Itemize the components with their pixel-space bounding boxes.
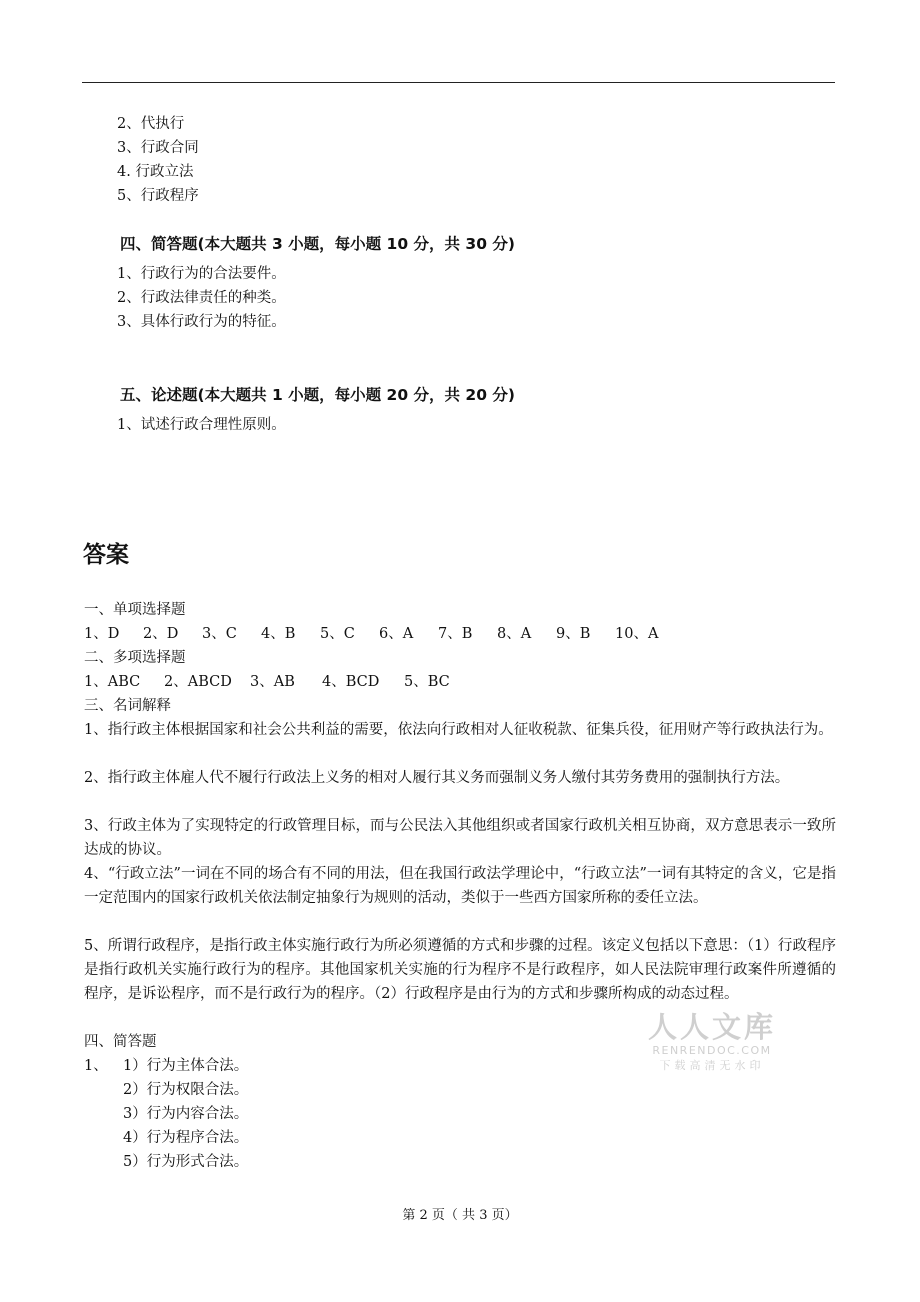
term-answer-1: 1、指行政主体根据国家和社会公共利益的需要，依法向行政相对人征收税款、征集兵役，征用财产等行政执法行为。 [84, 722, 833, 738]
single-answer: 7、B [438, 626, 473, 642]
single-answer: 4、B [261, 626, 296, 642]
section-5-question-1: 1、试述行政合理性原则。 [117, 417, 286, 433]
term-answer-3: 3、行政主体为了实现特定的行政管理目标，而与公民法入其他组织或者国家行政机关相互协商，双方意思表示一致所达成的协议。 [84, 818, 836, 858]
watermark-subtitle: 下载高清无水印 [659, 1059, 765, 1072]
term-answer-5: 5、所谓行政程序，是指行政主体实施行政行为所必须遵循的方式和步骤的过程。该定义包括以下意思：（1）行政程序是指行政机关实施行政行为的程序。其他国家机关实施的行为程序不是行政程序，如人民法院审理行政案件所遵循的程序，是诉讼程序，而不是行政行为的程序。（2）行政程序是由行为的方式和步骤所构成的动态过程。 [84, 938, 836, 1002]
short-answer-point: 3）行为内容合法。 [123, 1106, 249, 1122]
section-4-title: 四、简答题(本大题共 3 小题，每小题 10 分，共 30 分) [120, 235, 515, 253]
short-answer-point: 5）行为形式合法。 [123, 1154, 249, 1170]
multi-answer: 1、ABC [84, 674, 141, 690]
section-4-question-1: 1、行政行为的合法要件。 [117, 266, 286, 282]
single-answer: 9、B [556, 626, 591, 642]
short-answer-number: 1、 [84, 1058, 108, 1074]
multi-answer: 2、ABCD [164, 674, 232, 690]
multi-answer: 4、BCD [322, 674, 380, 690]
watermark-domain: RENRENDOC.COM [652, 1044, 772, 1057]
single-answer: 8、A [497, 626, 532, 642]
short-answer-point: 2）行为权限合法。 [123, 1082, 249, 1098]
single-answer: 3、C [202, 626, 237, 642]
terms-heading: 三、名词解释 [84, 698, 171, 714]
term-question-4: 4. 行政立法 [117, 164, 194, 180]
multi-answer: 5、BC [404, 674, 450, 690]
single-answer: 10、A [615, 626, 659, 642]
answers-title: 答案 [83, 542, 129, 568]
watermark-title: 人人文库 [648, 1010, 777, 1044]
single-answer: 1、D [84, 626, 120, 642]
section-4-question-3: 3、具体行政行为的特征。 [117, 314, 286, 330]
multi-answer: 3、AB [250, 674, 295, 690]
short-answer-point: 1）行为主体合法。 [123, 1058, 249, 1074]
page-footer: 第 2 页（ 共 3 页） [402, 1208, 518, 1223]
single-answer: 2、D [143, 626, 179, 642]
section-5-title: 五、论述题(本大题共 1 小题，每小题 20 分，共 20 分) [120, 386, 515, 404]
watermark [648, 1010, 776, 1074]
single-answer: 6、A [379, 626, 414, 642]
multi-choice-answers [84, 670, 464, 694]
section-4-question-2: 2、行政法律责任的种类。 [117, 290, 286, 306]
short-answer-point: 4）行为程序合法。 [123, 1130, 249, 1146]
term-question-5: 5、行政程序 [117, 188, 199, 204]
header-rule [82, 82, 835, 83]
term-answer-2: 2、指行政主体雇人代不履行行政法上义务的相对人履行其义务而强制义务人缴付其劳务费用的强制执行方法。 [84, 770, 790, 786]
multi-choice-heading: 二、多项选择题 [84, 650, 186, 666]
term-answer-4: 4、“行政立法”一词在不同的场合有不同的用法，但在我国行政法学理论中，“行政立法”一词有其特定的含义，它是指一定范围内的国家行政机关依法制定抽象行为规则的活动，类似于一些西方国家所称的委任立法。 [84, 866, 836, 906]
single-choice-answers [84, 622, 674, 646]
single-choice-heading: 一、单项选择题 [84, 602, 186, 618]
single-answer: 5、C [320, 626, 355, 642]
term-question-2: 2、代执行 [117, 116, 185, 132]
term-question-3: 3、行政合同 [117, 140, 199, 156]
short-answer-heading: 四、简答题 [84, 1034, 157, 1050]
